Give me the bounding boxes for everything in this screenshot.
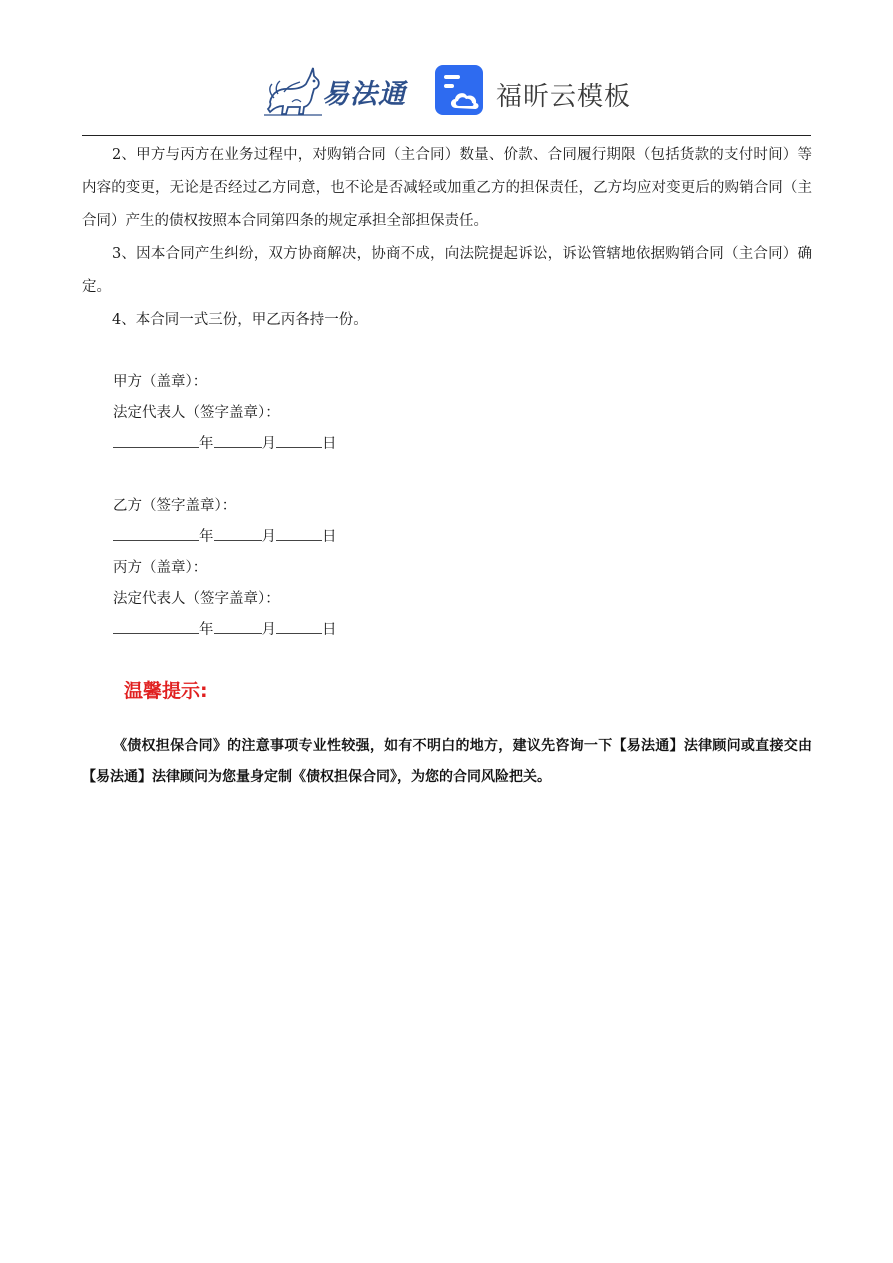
year-blank	[113, 526, 199, 541]
clause-4: 4、本合同一式三份，甲乙丙各持一份。	[112, 312, 368, 328]
day-label: 日	[322, 622, 337, 638]
tip-body: 《债权担保合同》的注意事项专业性较强，如有不明白的地方，建议先咨询一下【易法通】法律顾问或直接交由【易法通】法律顾问为您量身定制《债权担保合同》，为您的合同风险把关。	[82, 738, 812, 785]
tip-title: 温馨提示:	[124, 680, 208, 702]
clause-2: 2、甲方与丙方在业务过程中，对购销合同（主合同）数量、价款、合同履行期限（包括货款的支付时间）等内容的变更，无论是否经过乙方同意，也不论是否减轻或加重乙方的担保责任，乙方均应对变更后的购销合同（主合同）产生的债权按照本合同第四条的规定承担全部担保责任。	[82, 147, 812, 229]
day-label: 日	[322, 436, 337, 452]
document-cloud-icon	[434, 64, 486, 116]
month-blank	[214, 526, 262, 541]
year-label: 年	[199, 622, 214, 638]
month-label: 月	[261, 436, 276, 452]
brand-foxit-template	[434, 64, 644, 120]
year-blank	[113, 619, 199, 634]
party-c-label: 丙方（盖章）：	[113, 560, 208, 576]
month-label: 月	[261, 622, 276, 638]
party-a-legal-rep-label: 法定代表人（签字盖章）：	[113, 405, 280, 421]
spacer	[82, 337, 812, 367]
month-blank	[214, 619, 262, 634]
party-c-date-line	[82, 615, 812, 646]
brand-foxit-text: 福昕云模板	[496, 82, 632, 112]
contract-body	[82, 139, 812, 646]
party-c-legal-rep-label: 法定代表人（签字盖章）：	[113, 591, 280, 607]
spacer	[82, 460, 812, 491]
party-b-label: 乙方（签字盖章）：	[113, 498, 237, 514]
clause-3: 3、因本合同产生纠纷，双方协商解决，协商不成，向法院提起诉讼，诉讼管辖地依据购销合同（主合同）确定。	[82, 246, 812, 295]
month-blank	[214, 433, 262, 448]
month-label: 月	[261, 529, 276, 545]
year-label: 年	[199, 436, 214, 452]
year-label: 年	[199, 529, 214, 545]
year-blank	[113, 433, 199, 448]
brand-yifatong	[262, 62, 422, 118]
party-a-label: 甲方（盖章）：	[113, 374, 208, 390]
party-a-date-line	[82, 429, 812, 460]
day-blank	[276, 619, 322, 634]
brand-yifatong-text: 易法通	[322, 79, 406, 110]
header	[0, 58, 893, 124]
header-divider	[82, 135, 811, 136]
day-blank	[276, 433, 322, 448]
day-label: 日	[322, 529, 337, 545]
party-b-date-line	[82, 522, 812, 553]
day-blank	[276, 526, 322, 541]
unicorn-mascot-icon	[262, 62, 324, 118]
